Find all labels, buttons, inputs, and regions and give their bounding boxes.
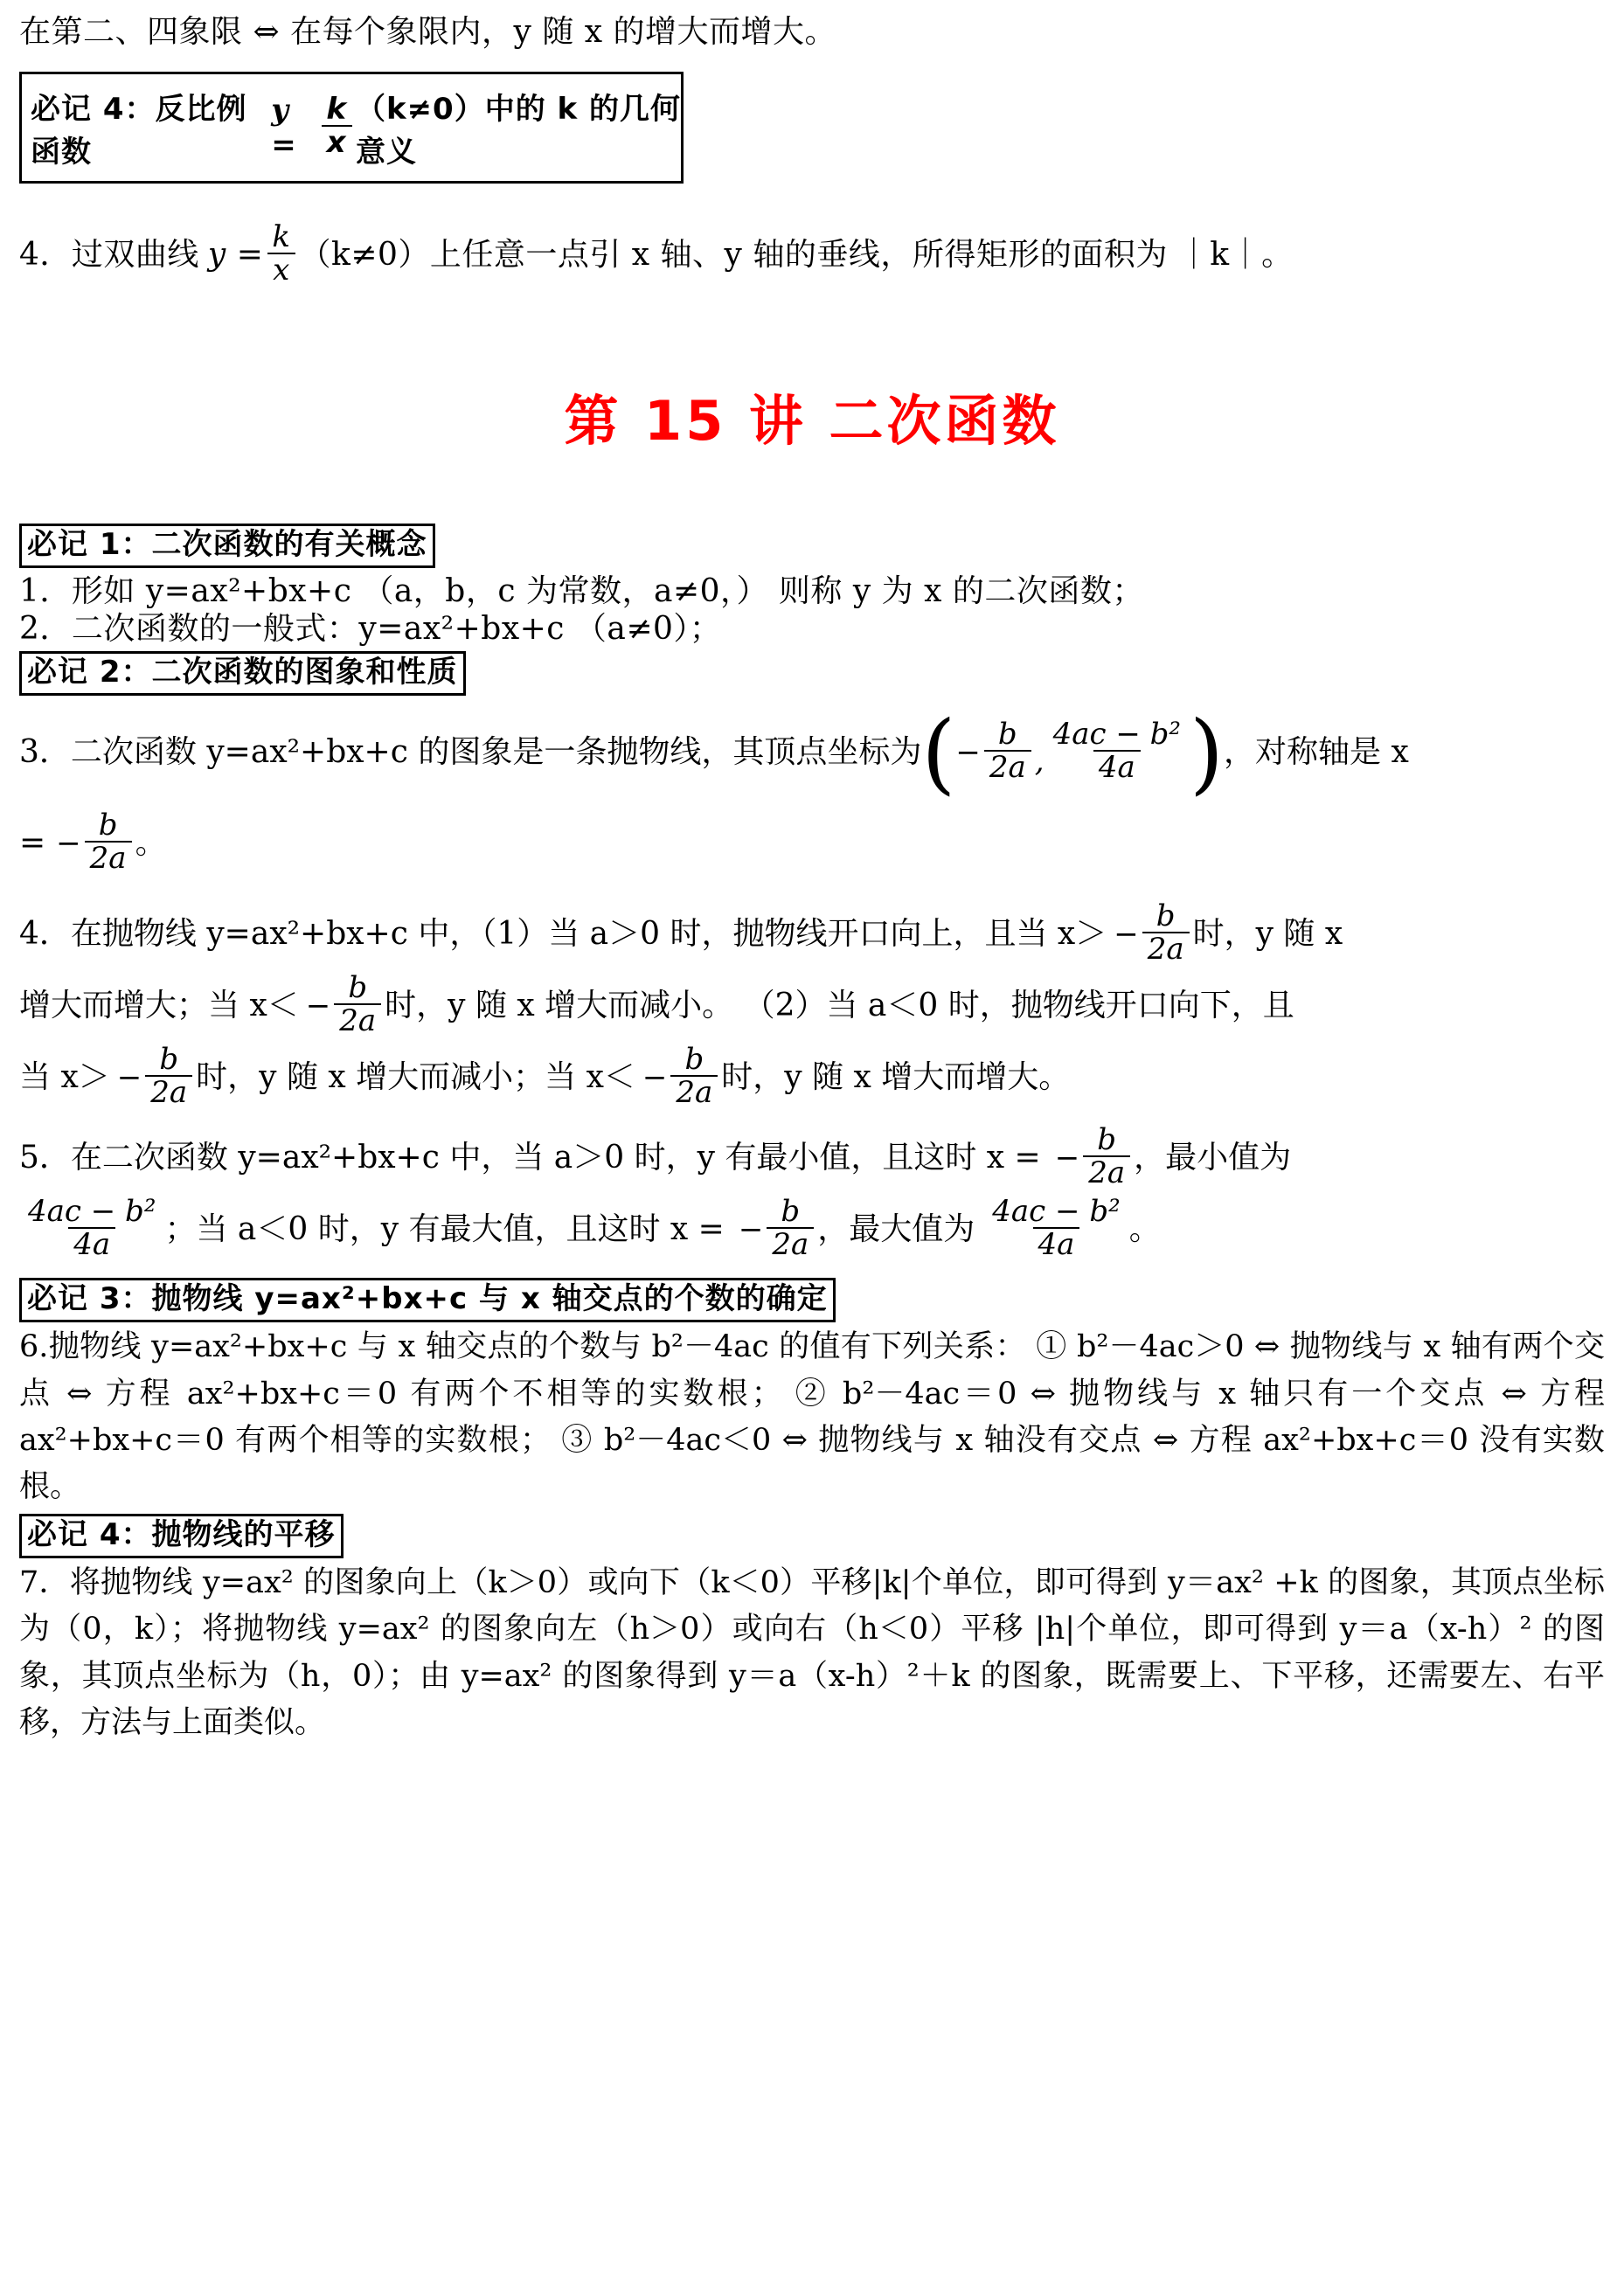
hyperbola-prefix: 4．过双曲线 [19,237,199,274]
section-3-item-6: 6.抛物线 y=ax²+bx+c 与 x 轴交点的个数与 b²－4ac 的值有下列关系： ① b²－4ac＞0 ⇔ 抛物线与 x 轴有两个交点 ⇔ 方程 ax²+bx+c＝0 有两个不相等的实数根； ② b²－4ac＝0 ⇔ 抛物线与 x 轴只有一个交点 ⇔ 方程 ax²+bx+c＝0 有两个相等的实数根； ③ b²－4ac＜0 ⇔ 抛物线与 x 轴没有交点 ⇔ 方程 ax²+bx+c＝0 没有实数根。 [19,1329,1605,1504]
fraction-numerator: b [684,1042,704,1078]
item-5-fraction-1 [1083,1122,1130,1191]
formula-y-equals: y = [271,93,297,163]
item-5-text-d: ，最大值为 [817,1211,975,1248]
section-2-item-3-line-1 [19,701,1605,804]
fraction-numerator: b [997,717,1017,753]
item-3-text-part-2: ，对称轴是 x [1224,734,1409,771]
item-4-fraction-3 [145,1042,192,1111]
item-3-equals-sign: = [19,825,46,862]
fraction-numerator: b [98,808,118,843]
section-4-heading-row [19,1514,1605,1558]
fraction-k-over-x [321,92,352,161]
fraction-numerator: b [348,970,368,1006]
item-4-fraction-4 [670,1042,718,1111]
item-5-text-a: 5．在二次函数 y=ax²+bx+c 中，当 a＞0 时，y 有最小值，且这时 x = [19,1140,1041,1176]
item-3-period: 。 [135,825,167,862]
fraction-denominator: 2a [1142,932,1190,964]
item-5-fraction-2 [23,1194,161,1263]
item-4-text-g: 时，y 随 x 增大而增大。 [721,1059,1071,1096]
fraction-denominator: 2a [334,1003,381,1036]
item-4-text-c: 增大而增大；当 x＜ [19,988,299,1024]
hyperbola-fraction-k-over-x [267,219,295,288]
boxed-heading-section-3: 必记 3：抛物线 y=ax²+bx+c 与 x 轴交点的个数的确定 [19,1278,836,1322]
vertex-x-fraction [984,717,1031,786]
hyperbola-item-4 [19,219,1605,288]
item-5-fraction-4 [987,1194,1125,1263]
fraction-numerator: k [326,92,347,128]
item-4-text-f: 时，y 随 x 增大而减小；当 x＜ [196,1059,635,1096]
quadrant-statement: 在第二、四象限 ⇔ 在每个象限内，y 随 x 的增大而增大。 [19,14,837,50]
fraction-numerator: k [272,219,291,255]
item-4-fraction-1 [1142,898,1190,968]
hyperbola-y-equals: y = [207,237,264,274]
item-4-text-a: 4．在抛物线 y=ax²+bx+c 中，（1）当 a＞0 时，抛物线开口向上，且当 x＞ [19,916,1107,953]
fraction-denominator: 2a [145,1075,192,1107]
section-4-item-7: 7．将抛物线 y=ax² 的图象向上（k＞0）或向下（k＜0）平移|k|个单位，即可得到 y＝ax² +k 的图象，其顶点坐标为（0，k）；将抛物线 y=ax² 的图象向左（h＞0）或向右（h＜0）平移 |h|个单位，即可得到 y＝a（x-h）² 的图象，其顶点坐标为（h，0）；由 y=ax² 的图象得到 y＝a（x-h）²＋k 的图象，既需要上、下平移，还需要左、右平移，方法与上面类似。 [19,1565,1605,1740]
item-5-text-e: 。 [1128,1211,1161,1248]
fraction-denominator: 4a [68,1227,115,1259]
section-2-item-3-line-2: = − $\frac{b}{2a}$ 。 [19,808,1605,879]
fraction-numerator: 4ac − b² [1052,717,1182,753]
section-1-item-2: 2．二次函数的一般式：y=ax²+bx+c （a≠0）； [19,610,722,647]
boxed-heading-prefix: 必记 4：反比例函数 [31,92,247,170]
section-1-heading-row [19,524,1605,568]
section-2-item-4-line-1: 4．在抛物线 y=ax²+bx+c 中，（1）当 a＞0 时，抛物线开口向上，且当 x＞ − $\frac{b}{2a}$ 时，y 随 x [19,898,1605,970]
item-3-text-part-1: 3．二次函数 y=ax²+bx+c 的图象是一条抛物线，其顶点坐标为 [19,734,922,771]
fraction-numerator: b [1097,1122,1117,1158]
section-2-item-5-line-1: 5．在二次函数 y=ax²+bx+c 中，当 a＞0 时，y 有最小值，且这时 x = − $\frac{b}{2a}$ ，最小值为 [19,1122,1605,1194]
boxed-heading-suffix: （k≠0）中的 k 的几何意义 [355,92,681,170]
fraction-numerator: b [1156,898,1176,934]
section-3-heading-row [19,1278,1605,1322]
fraction-denominator: 2a [85,841,132,873]
right-paren-icon: ) [1190,701,1225,804]
boxed-heading-inverse-proportional [19,72,684,184]
item-5-fraction-3 [767,1194,814,1263]
fraction-denominator: 2a [767,1227,814,1259]
fraction-numerator: 4ac − b² [992,1194,1121,1230]
section-2-item-4-line-3: 当 x＞ − $\frac{b}{2a}$ 时，y 随 x 增大而减小；当 x＜ − $\frac{b}{2a}$ 时，y 随 x 增大而增大。 [19,1042,1605,1113]
fraction-numerator: 4ac − b² [28,1194,156,1230]
fraction-denominator: 4a [1033,1227,1080,1259]
section-2-item-4-line-2: 增大而增大；当 x＜ − $\frac{b}{2a}$ 时，y 随 x 增大而减小。 （2）当 a＜0 时，抛物线开口向下，且 [19,970,1605,1042]
axis-symmetry-fraction [85,808,132,877]
fraction-denominator: 4a [1093,750,1141,782]
section-2-item-5-line-2: $\frac{\text{4ac − b²}}{4a}$ ；当 a＜0 时，y 有最大值，且这时 x = − $\frac{b}{2a}$ ，最大值为 $\frac{\text{4ac − b²}}{4a}$ 。 [19,1194,1605,1266]
item-4-text-d: 时，y 随 x 增大而减小。 （2）当 a＜0 时，抛物线开口向下，且 [385,988,1294,1024]
left-paren-icon: ( [921,701,956,804]
boxed-heading-section-1: 必记 1：二次函数的有关概念 [19,524,435,568]
hyperbola-suffix: （k≠0）上任意一点引 x 轴、y 轴的垂线，所得矩形的面积为 ｜k｜。 [299,237,1294,274]
item-5-text-c: ；当 a＜0 时，y 有最大值，且这时 x = [164,1211,725,1248]
fraction-numerator: b [781,1194,801,1230]
fraction-denominator: 2a [670,1075,718,1107]
boxed-heading-section-2: 必记 2：二次函数的图象和性质 [19,651,466,696]
fraction-denominator: x [322,125,352,157]
fraction-denominator: 2a [1083,1155,1130,1188]
fraction-denominator: x [267,253,295,285]
fraction-denominator: 2a [984,750,1031,782]
section-1-item-1: 1．形如 y=ax²+bx+c （a，b，c 为常数，a≠0，） 则称 y 为 x 的二次函数； [19,573,1144,610]
item-4-text-e: 当 x＞ [19,1059,110,1096]
item-4-text-b: 时，y 随 x [1192,916,1343,953]
section-2-heading-row [19,651,1605,696]
item-4-fraction-2 [334,970,381,1039]
chapter-title: 第 15 讲 二次函数 [564,389,1060,454]
vertex-coordinate-pair: ( − $\frac{b}{2a}$ , $\frac{\text{4ac − b²}}{4a}$ ) [921,701,1225,804]
vertex-y-fraction [1048,717,1186,786]
boxed-heading-section-4: 必记 4：抛物线的平移 [19,1514,344,1558]
item-5-text-b: ，最小值为 [1134,1140,1292,1176]
fraction-numerator: b [159,1042,179,1078]
